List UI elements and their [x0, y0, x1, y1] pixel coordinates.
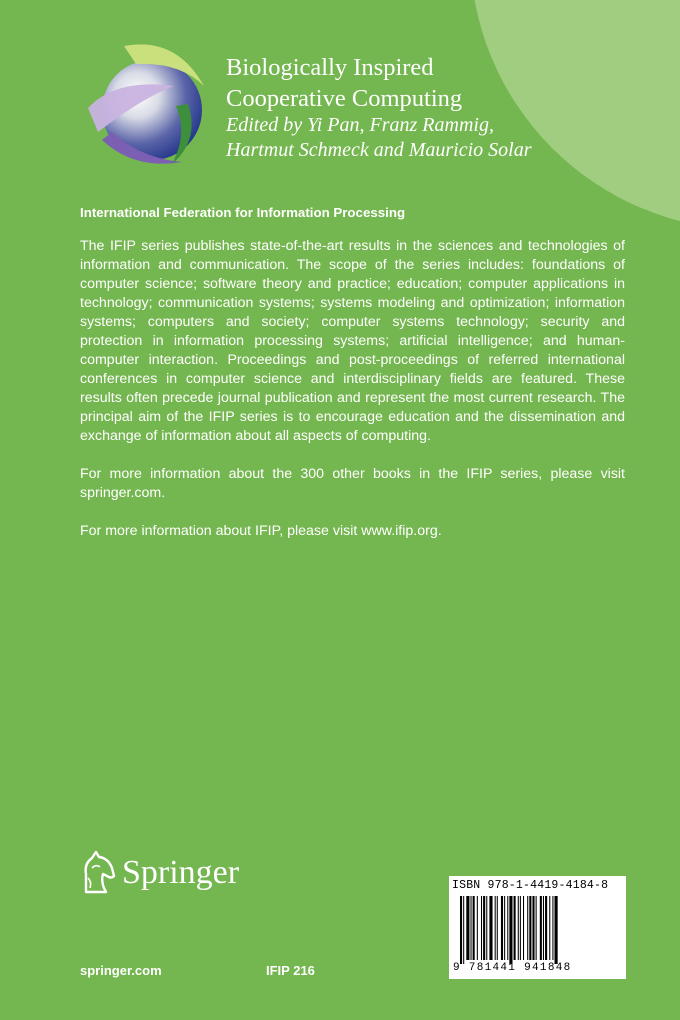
barcode-bar: [552, 896, 553, 960]
series-number: IFIP 216: [266, 963, 315, 978]
barcode-bar: [529, 896, 531, 960]
barcode-bar: [486, 896, 487, 960]
globe-swirl-logo-icon: [76, 34, 216, 174]
barcode-bar: [509, 896, 512, 964]
barcode-bar: [536, 896, 537, 960]
book-title: [226, 52, 462, 114]
springer-wordmark: Springer: [122, 854, 240, 891]
book-title-line: Biologically Inspired: [226, 54, 434, 81]
barcode-bar: [514, 896, 516, 960]
isbn-barcode: [449, 876, 626, 979]
barcode-bar: [466, 896, 469, 960]
barcode-bar: [477, 896, 478, 960]
barcode-bar: [497, 896, 498, 960]
editors-line: Hartmut Schmeck and Mauricio Solar: [226, 139, 532, 161]
barcode-bar: [481, 896, 482, 960]
springer-logo: [78, 848, 278, 898]
barcode-bar: [549, 896, 550, 960]
barcode-bar: [520, 896, 521, 960]
barcode-bar: [483, 896, 485, 960]
series-description: The IFIP series publishes state-of-the-art results in the sciences and technologies of information and communication. The scope of the series includes: foundations of computer science; software theory and practice; education; computer applications in technology; communication systems; systems modeling and optimization; information systems; computers and society; computer systems technology; security and protection in information processing systems; artificial intelligence; and human-computer interaction. Proceedings and post-proceedings of referred international conferences in computer science and interdisciplinary fields are featured. These results often precede journal publication and represent the most current research. The principal aim of the IFIP series is to encourage education and the dissemination and exchange of information about all aspects of computing.: [80, 238, 625, 444]
barcode-bar: [460, 896, 462, 964]
editors-line: Edited by Yi Pan, Franz Rammig,: [226, 114, 494, 136]
footer-website: springer.com: [80, 963, 162, 978]
barcode-bar: [527, 896, 528, 960]
barcode-bar: [545, 896, 547, 960]
more-books-info: For more information about the 300 other books in the IFIP series, please visit springer.com.: [80, 466, 625, 501]
ifip-info: For more information about IFIP, please visit www.ifip.org.: [80, 523, 442, 539]
barcode-bar: [489, 896, 492, 960]
barcode-bar: [463, 896, 464, 964]
barcode-bar: [540, 896, 542, 960]
barcode-bar: [504, 896, 505, 960]
barcode-digits: 9 781441 941848: [453, 962, 572, 974]
book-editors: [226, 113, 532, 163]
barcode-bar: [495, 896, 496, 960]
barcode-bar: [471, 896, 472, 960]
barcode-bar: [507, 896, 508, 960]
blurb: [80, 205, 625, 560]
series-heading: International Federation for Information Processing: [80, 205, 406, 220]
barcode-bar: [532, 896, 534, 960]
horse-head-icon: [78, 848, 118, 896]
barcode-bar: [543, 896, 544, 960]
barcode-bar: [555, 896, 558, 964]
book-title-line: Cooperative Computing: [226, 85, 463, 112]
barcode-bar: [523, 896, 524, 960]
barcode-bar: [501, 896, 503, 960]
isbn-label: ISBN 978-1-4419-4184-8: [452, 879, 609, 892]
barcode-bar: [473, 896, 475, 960]
barcode-bar: [518, 896, 519, 960]
